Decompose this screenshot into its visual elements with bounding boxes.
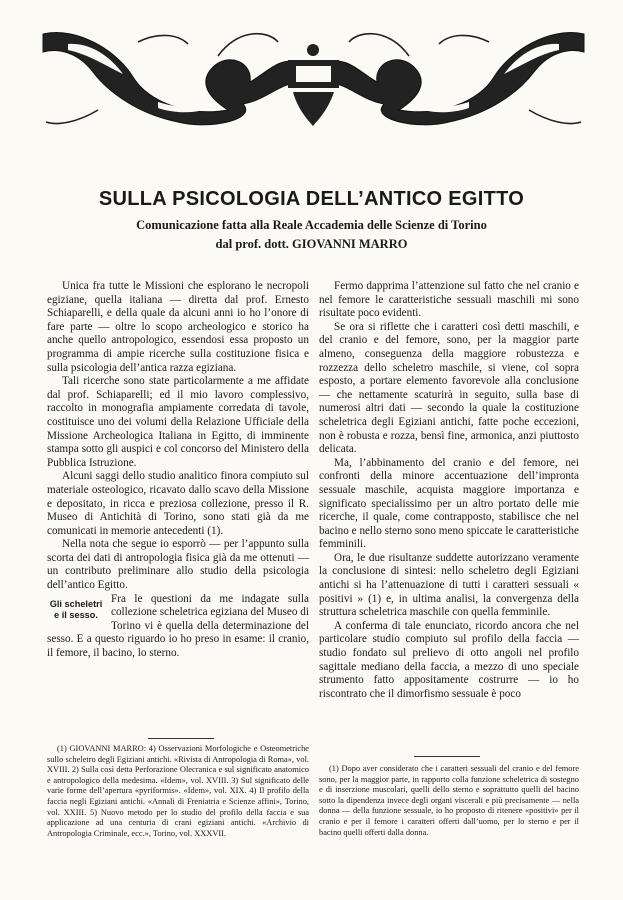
article-subtitle: Comunicazione fatta alla Reale Accademia delle Scienze di Torino xyxy=(136,218,487,232)
footnote-right: (1) Dopo aver considerato che i caratteri sessuali del cranio e del femore sono, per la maggior parte, in rapporto colla funzione scheletrica di sostegno e di inserzione muscolari, quelli dello sterno e soprattutto quelli del bacino sotto la dipendenza invece degli organi viscerali e più precisamente — nella donna — della funzione sessuale, io ho proposto di ritenere «positivi» per il cranio e per il femore i caratteri offerti dall’uomo, per lo sterno e per il bacino quelli offerti dalla donna. xyxy=(319,764,579,837)
paragraph: Se ora si riflette che i caratteri così detti maschili, e del cranio e del femore, sono, per la maggior parte almeno, conseguenza della maggiore robustezza e rozzezza dello scheletro maschile, si viene, col sopra esposto, a portare elemento favorevole alla conclusione — che nettamente scaturirà in seguito, sulla base di numerosi altri dati — secondo la quale la costituzione scheletrica degli Egiziani antichi, fatte poche eccezioni, non è robusta e rozza, bensì fine, armonica, anzi piuttosto delicata. xyxy=(319,320,579,456)
footnote-divider xyxy=(414,756,480,757)
footnote-left: (1) GIOVANNI MARRO: 4) Osservazioni Morfologiche e Osteometriche sullo scheletro degli Egiziani antichi. «Rivista di Antropologia di Roma», vol. XVIII. 2) Sulla così detta Perforazione Olecranica e sul significato anatomico e antropologico della medesima. «Idem», vol. XVIII. 3) Sul significato delle varie forme dell’apertura «pyriformis». «Idem», vol. XIX. 4) Il profilo della faccia negli Egiziani antichi. «Annali di Freniatria e Scienze affini», Torino, vol. XXIII. 5) Nuovo metodo per lo studio del profilo della faccia e sua applicazione ad una centuria di crani egiziani antichi. «Archivio di Antropologia Criminale, ecc.», Torino, vol. XXXVII. xyxy=(47,744,309,838)
paragraph: Alcuni saggi dello studio analitico finora compiuto sul materiale osteologico, ricavato dallo scavo della Missione e depositato, in ricca e preziosa collezione, presso il R. Museo di Antichità di Torino, sono stati già da me comunicati in memorie antecedenti (1). xyxy=(47,470,309,537)
footnote-divider xyxy=(148,738,214,739)
sidenote-section xyxy=(47,593,309,661)
paragraph: Ora, le due risultanze suddette autorizzano veramente la conclusione di sintesi: nello scheletro degli Egiziani antichi si ha l’attenuazione di tutti i caratteri sessuali « positivi » (1) e, in ultima analisi, la convergenza della struttura scheletrica maschile con quella femminile. xyxy=(319,551,579,619)
paragraph: Nella nota che segue io esporrò — per l’appunto sulla scorta dei dati di antropologia fisica già da me ottenuti — un contributo preliminare allo studio della psicologia dell’antico Egitto. xyxy=(47,538,309,592)
article-title: SULLA PSICOLOGIA DELL’ANTICO EGITTO xyxy=(98,188,525,210)
paragraph: Fermo dapprima l’attenzione sul fatto che nel cranio e nel femore le caratteristiche sessuali maschili mi sono risultate poco evidenti. xyxy=(319,280,579,320)
paragraph: Unica fra tutte le Missioni che esplorano le necropoli egiziane, quella italiana — diretta dal prof. Ernesto Schiaparelli, e della quale da alcuni anni io ho l’onore di fare parte — oltre lo scopo archeologico e storico ha anche quello antropologico, essendosi essa proposto un programma di ampie ricerche sulla costituzione fisica e sulla psicologia dell’antica razza egiziana. xyxy=(47,280,309,374)
article-author: dal prof. dott. GIOVANNI MARRO xyxy=(215,237,408,251)
paragraph: Tali ricerche sono state particolarmente a me affidate dal prof. Schiaparelli; ed il mio lavoro complessivo, raccolto in monografia ampiamente corredata di tavole, costituisce uno dei volumi della Relazione Ufficiale della Missione Archeologica Italiana in Egitto, di imminente stampa sotto gli auspici e col concorso del Ministero della Pubblica Istruzione. xyxy=(47,375,309,469)
margin-heading: Gli scheletri e il sesso. xyxy=(49,598,103,620)
paragraph: A conferma di tale enunciato, ricordo ancora che nel particolare studio compiuto sul profilo della faccia — studio fondato sul prelievo di otto angoli nel profilo sagittale mediano della faccia, a mezzo di uno speciale strumento fatto appositamente costrurre — io ho riscontrato che il dimorfismo sessuale è poco xyxy=(319,619,579,700)
left-text-column xyxy=(47,280,309,661)
paragraph: Ma, l’abbinamento del cranio e del femore, nei confronti della minore accentuazione dell’impronta sessuale maschile, acquista maggiore importanza e significato specialissimo per un altro portato delle mie ricerche, il quale, come contrapposto, stabilisce che nel bacino e nello sterno sono meno spiccate le caratteristiche femminili. xyxy=(319,456,579,551)
decorative-ornament-banner xyxy=(38,22,589,134)
paragraph: Fra le questioni da me indagate sulla collezione scheletrica egiziana del Museo di Torino vi è quella della determinazione del sesso. E a questo riguardo io ho preso in esame: il cranio, il femore, il bacino, lo sterno. xyxy=(47,592,309,660)
right-text-column xyxy=(319,280,579,701)
